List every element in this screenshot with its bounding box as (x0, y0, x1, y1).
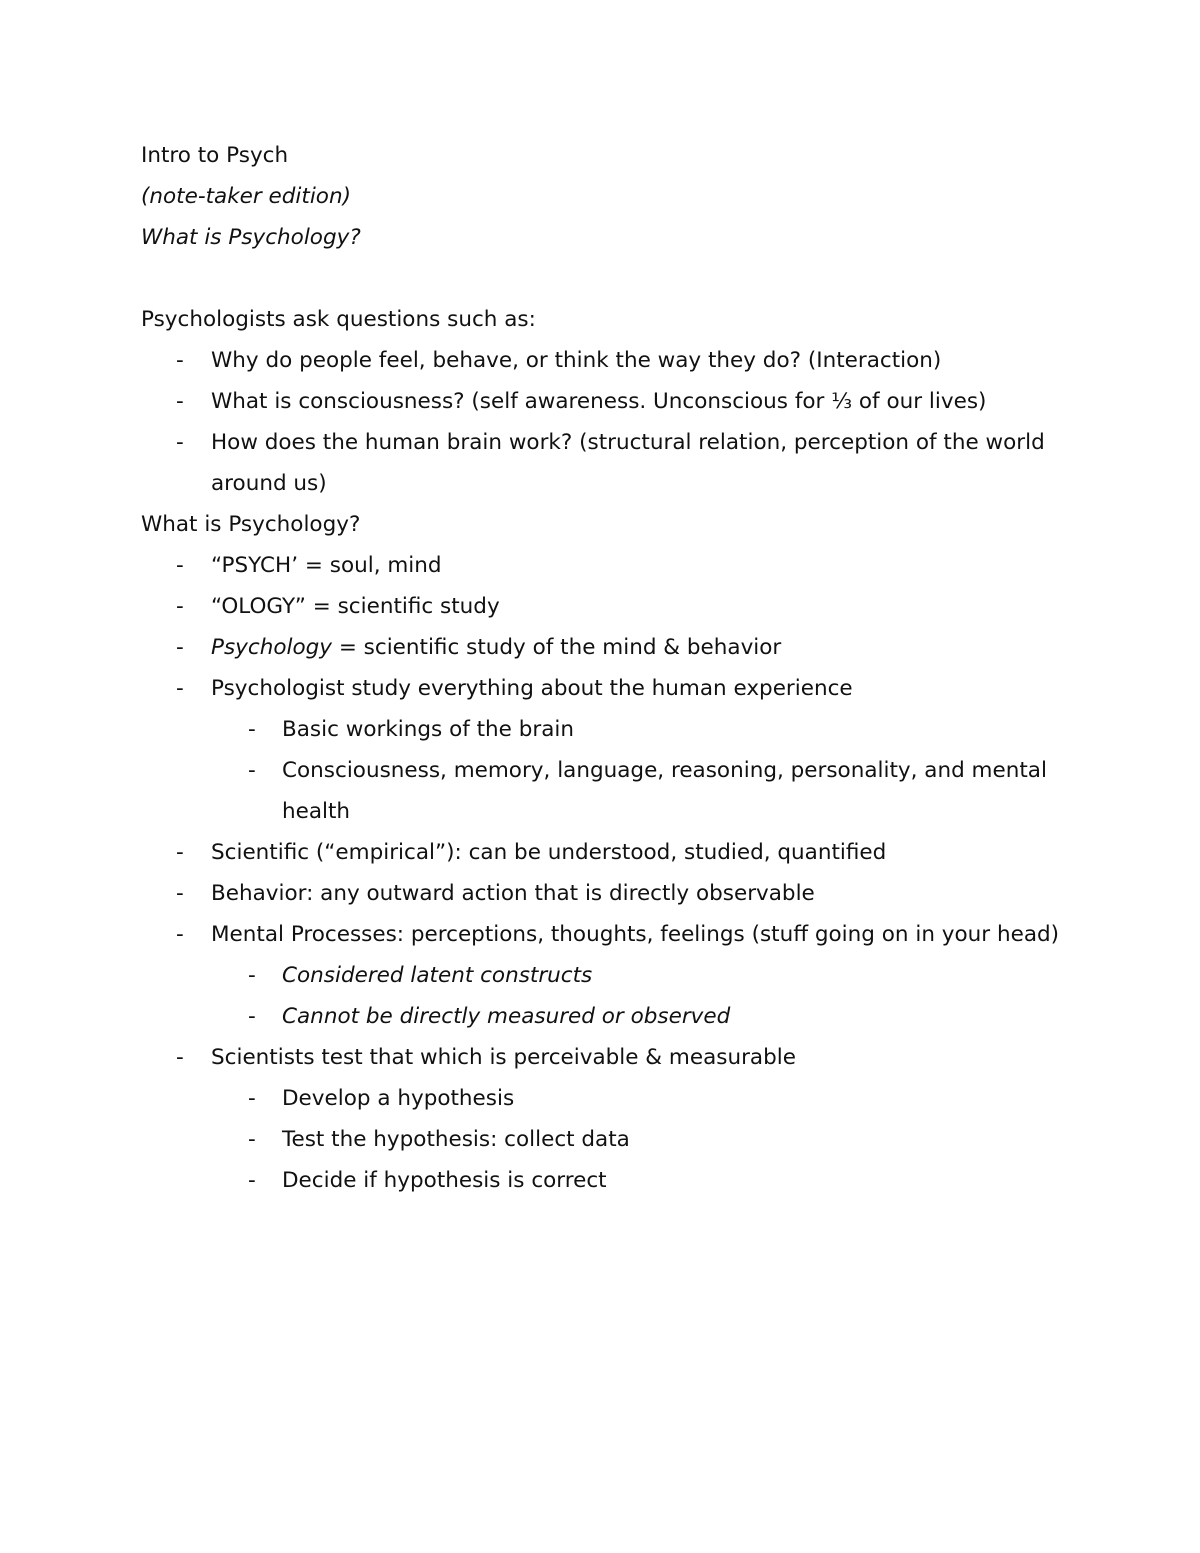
sub-list-item: Considered latent constructs (282, 963, 593, 988)
list-item: “OLOGY” = scientific study (211, 594, 500, 619)
document-title: Intro to Psych (141, 143, 289, 168)
bullet-marker: - (176, 840, 184, 865)
bullet-marker: - (176, 922, 184, 947)
list-item-continuation: around us) (211, 471, 327, 496)
psychology-definition: = scientific study of the mind & behavior (332, 635, 782, 660)
bullet-marker: - (176, 389, 184, 414)
sub-bullet-marker: - (248, 1127, 256, 1152)
list-item: Psychologist study everything about the human experience (211, 676, 853, 701)
sub-list-item: Develop a hypothesis (282, 1086, 515, 1111)
list-item: Scientific (“empirical”): can be understood, studied, quantified (211, 840, 887, 865)
sub-list-item: Cannot be directly measured or observed (282, 1004, 731, 1029)
list-item: What is consciousness? (self awareness. Unconscious for ⅓ of our lives) (211, 389, 987, 414)
bullet-marker: - (176, 881, 184, 906)
list-item: How does the human brain work? (structural relation, perception of the world (211, 430, 1045, 455)
list-item: Scientists test that which is perceivable & measurable (211, 1045, 796, 1070)
sub-bullet-marker: - (248, 1168, 256, 1193)
edition-note: (note-taker edition) (141, 184, 351, 209)
document-subtitle: What is Psychology? (141, 225, 361, 250)
list-item: Why do people feel, behave, or think the way they do? (Interaction) (211, 348, 942, 373)
section1-intro: Psychologists ask questions such as: (141, 307, 536, 332)
sub-list-item-continuation: health (282, 799, 351, 824)
sub-bullet-marker: - (248, 717, 256, 742)
psychology-term: Psychology (211, 635, 332, 660)
sub-bullet-marker: - (248, 758, 256, 783)
sub-list-item: Test the hypothesis: collect data (282, 1127, 630, 1152)
bullet-marker: - (176, 553, 184, 578)
bullet-marker: - (176, 676, 184, 701)
sub-bullet-marker: - (248, 963, 256, 988)
list-item: Mental Processes: perceptions, thoughts, feelings (stuff going on in your head) (211, 922, 1060, 947)
list-item (211, 627, 781, 668)
list-item: “PSYCH’ = soul, mind (211, 553, 442, 578)
bullet-marker: - (176, 348, 184, 373)
sub-list-item: Basic workings of the brain (282, 717, 575, 742)
sub-bullet-marker: - (248, 1004, 256, 1029)
bullet-marker: - (176, 1045, 184, 1070)
list-item: Behavior: any outward action that is directly observable (211, 881, 815, 906)
bullet-marker: - (176, 594, 184, 619)
sub-bullet-marker: - (248, 1086, 256, 1111)
sub-list-item: Consciousness, memory, language, reasoning, personality, and mental (282, 758, 1047, 783)
bullet-marker: - (176, 430, 184, 455)
bullet-marker: - (176, 635, 184, 660)
sub-list-item: Decide if hypothesis is correct (282, 1168, 607, 1193)
section2-heading: What is Psychology? (141, 512, 361, 537)
